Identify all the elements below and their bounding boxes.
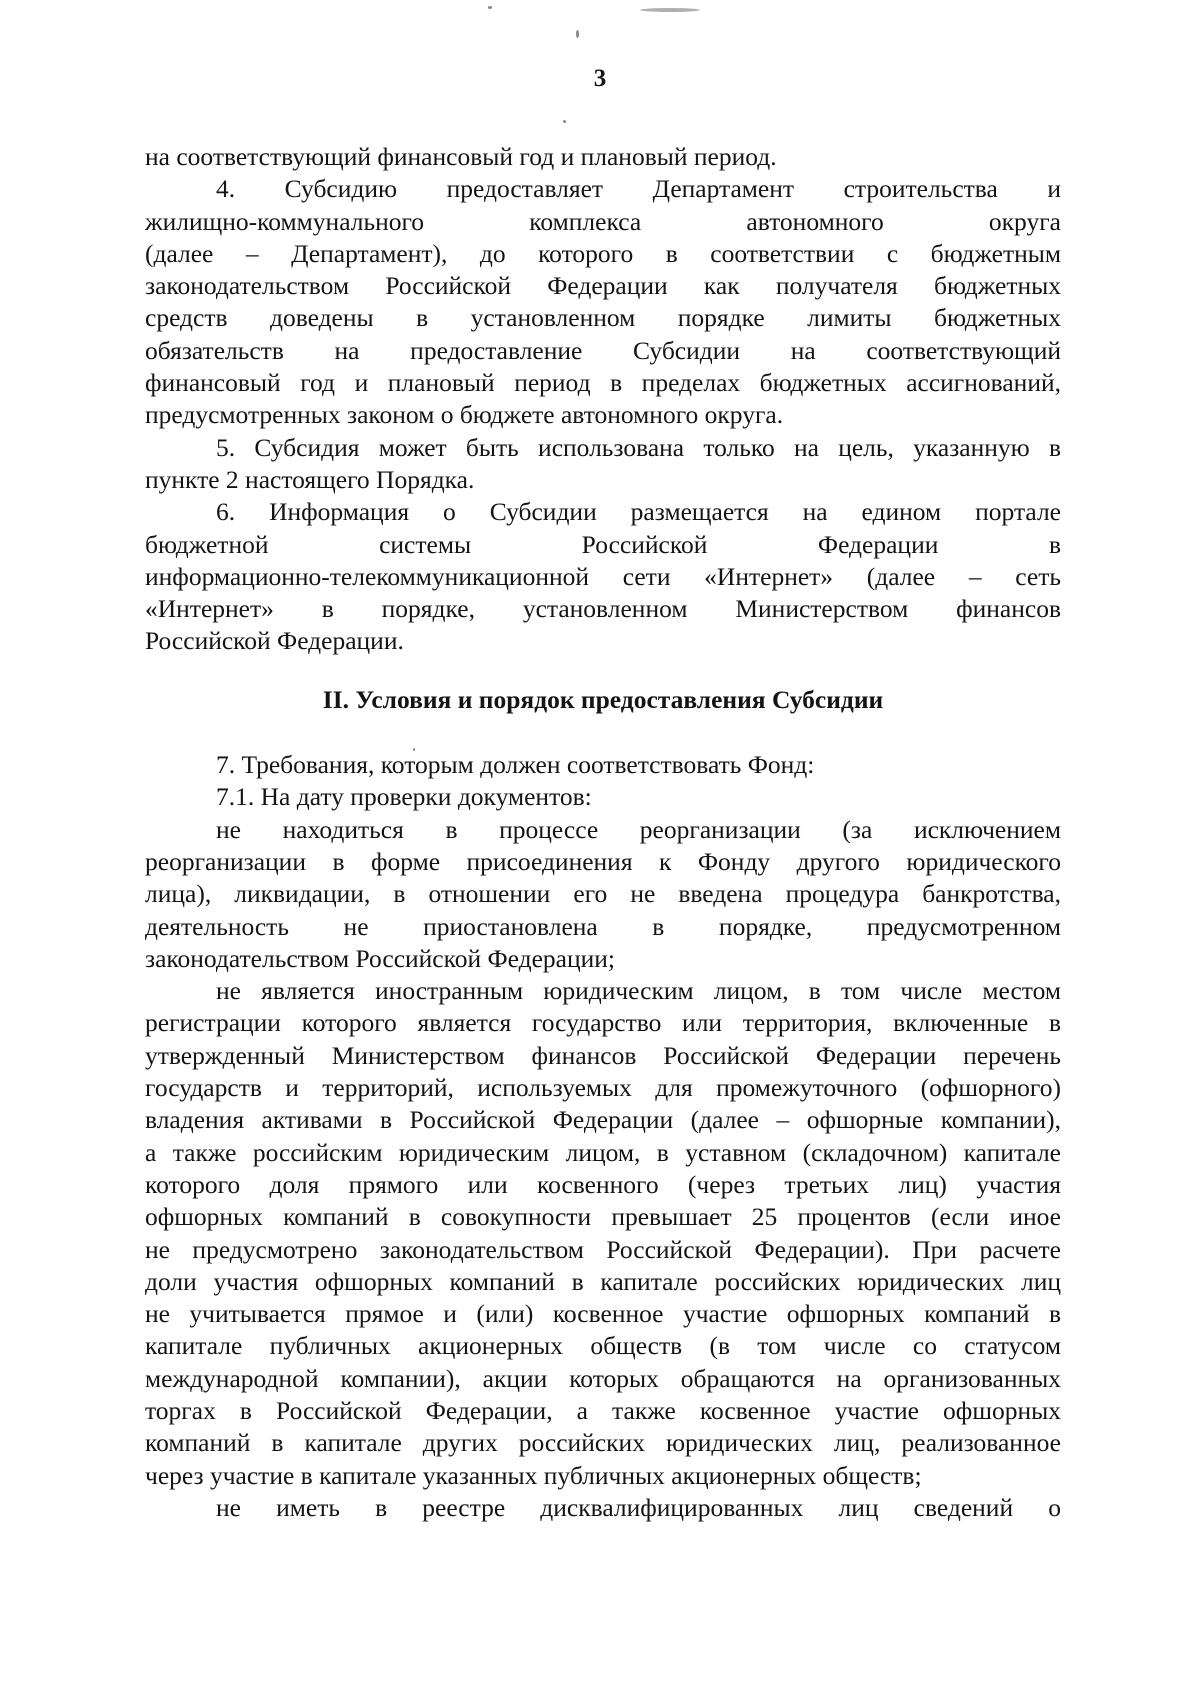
text-line: реорганизации в форме присоединения к Фонду другого юридического [145,846,1061,876]
text-line: которого доля прямого или косвенного (через третьих лиц) участия [145,1169,1061,1199]
text-line: не учитывается прямое и (или) косвенное участие офшорных компаний в [145,1299,1061,1329]
text-line: деятельность не приостановлена в порядке, предусмотренном [145,911,1061,941]
text-line: средств доведены в установленном порядке лимиты бюджетных [145,303,1061,333]
text-line: лица), ликвидации, в отношении его не введена процедура банкротства, [145,879,1061,909]
spacer [145,716,1061,749]
text-line: 7.1. На дату проверки документов: [216,782,592,812]
scan-speck [563,120,566,123]
document-body [145,141,1061,1524]
text-line: 4. Субсидию предоставляет Департамент строительства и [216,174,1061,204]
text-line: предусмотренных законом о бюджете автономного округа. [145,400,784,430]
text-line: обязательств на предоставление Субсидии на соответствующий [145,335,1061,365]
text-line: 6. Информация о Субсидии размещается на едином портале [216,497,1061,527]
text-line: на соответствующий финансовый год и плановый период. [145,142,777,171]
text-line: а также российским юридическим лицом, в уставном (складочном) капитале [145,1137,1061,1167]
scan-speck [488,6,492,9]
scan-speck [640,8,700,12]
spacer [145,658,1061,684]
text-line: не предусмотрено законодательством Российской Федерации). При расчете [145,1234,1061,1264]
text-line: 7. Требования, которым должен соответствовать Фонд: [216,750,815,780]
text-line: Российской Федерации. [145,626,404,656]
text-line: не находиться в процессе реорганизации (за исключением [216,814,1061,844]
text-line: «Интернет» в порядке, установленном Министерством финансов [145,594,1061,624]
text-line: законодательством Российской Федерации как получателя бюджетных [145,271,1061,301]
scan-speck [576,30,579,38]
text-line: торгах в Российской Федерации, а также косвенное участие офшорных [145,1395,1061,1425]
section-heading: II. Условия и порядок предоставления Субсидии [322,684,884,714]
text-line: офшорных компаний в совокупности превышает 25 процентов (если иное [145,1202,1061,1232]
text-line: бюджетной системы Российской Федерации в [145,529,1061,559]
text-line: жилищно-коммунального комплекса автономного округа [145,206,1061,236]
text-line: 5. Субсидия может быть использована только на цель, указанную в [216,432,1061,462]
text-line: (далее – Департамент), до которого в соответствии с бюджетным [145,238,1061,268]
text-line: законодательством Российской Федерации; [145,943,616,973]
text-line: государств и территорий, используемых для промежуточного (офшорного) [145,1073,1061,1103]
text-line: утвержденный Министерством финансов Российской Федерации перечень [145,1040,1061,1070]
text-line: международной компании), акции которых обращаются на организованных [145,1363,1061,1393]
text-line: финансовый год и плановый период в пределах бюджетных ассигнований, [145,368,1061,398]
text-line: доли участия офшорных компаний в капитале российских юридических лиц [145,1266,1061,1296]
text-line: не является иностранным юридическим лицом, в том числе местом [216,976,1061,1006]
text-line: через участие в капитале указанных публичных акционерных обществ; [145,1460,922,1490]
text-line: капитале публичных акционерных обществ (в том числе со статусом [145,1331,1061,1361]
page-number: 3 [593,65,607,92]
text-line: регистрации которого является государство или территория, включенные в [145,1008,1061,1038]
text-line: владения активами в Российской Федерации (далее – офшорные компании), [145,1105,1061,1135]
text-line: компаний в капитале других российских юридических лиц, реализованное [145,1428,1061,1458]
text-line: информационно-телекоммуникационной сети «Интернет» (далее – сеть [145,561,1061,591]
text-line: не иметь в реестре дисквалифицированных лиц сведений о [216,1492,1061,1522]
text-line: пункте 2 настоящего Порядка. [145,464,475,494]
